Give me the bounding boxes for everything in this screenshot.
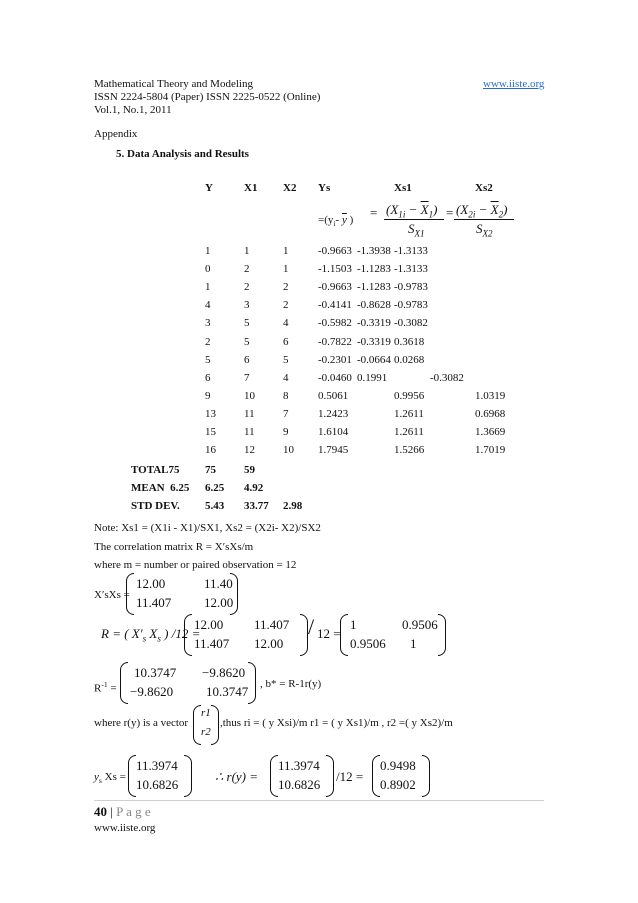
ry-divisor: /12 = [336, 769, 364, 784]
issn-line: ISSN 2224-5804 (Paper) ISSN 2225-0522 (Online) [94, 91, 321, 103]
ys-formula: $=(y_i-$ $\overline{y}$ ) [318, 214, 354, 229]
table-cell: 0 [205, 263, 211, 276]
table-cell: 1.2423 [318, 407, 349, 420]
table-cell: 1 [283, 263, 289, 276]
table-cell: -1.3133 [394, 263, 428, 276]
table-cell: 16 [205, 444, 216, 457]
journal-title: Mathematical Theory and Modeling [94, 78, 253, 90]
note-line: Note: Xs1 = (X1i - X1)/SX1, Xs2 = (X2i- X2)/SX2 [94, 522, 321, 534]
volume-line: Vol.1, No.1, 2011 [94, 104, 172, 116]
website-link[interactable]: www.iiste.org [483, 78, 545, 90]
ysxs-vector: 11.3974 10.6826 [128, 755, 192, 797]
table-cell: 4 [205, 299, 211, 312]
table-cell: 0.1991 [357, 371, 388, 384]
footer-divider [94, 800, 544, 801]
table-cell: -1.1503 [318, 263, 352, 276]
xs1-formula: = $(X_{1i} - \overline{X}_1)$ $S_{X1}$ [370, 202, 438, 239]
table-cell: -1.1283 [357, 281, 391, 294]
table-cell: 4 [283, 317, 289, 330]
summary-std-x1: 33.77 [244, 500, 269, 512]
section-heading: 5. Data Analysis and Results [116, 148, 249, 160]
xs2-formula: = $(X_{2i} - \overline{X}_2)$ $S_{X2}$ [446, 202, 508, 239]
table-cell: 1.0319 [475, 389, 506, 402]
table-cell: 6 [283, 335, 289, 348]
col-header-ys: Ys [318, 182, 331, 194]
table-cell: 3 [205, 317, 211, 330]
summary-std: STD DEV. [131, 500, 180, 512]
where-m-line: where m = number or paired observation = 12 [94, 559, 297, 571]
table-cell: 1.5266 [394, 444, 425, 457]
table-cell: -0.7822 [318, 335, 352, 348]
r-equation-lhs: R = ( $X'_s$ $X_s$ ) /12 = [101, 626, 201, 644]
vector-r: r1 r2 [193, 705, 219, 745]
col-header-xs2: Xs2 [475, 182, 493, 194]
r-matrix-b: 1 0.9506 0.9506 1 [340, 614, 446, 656]
xtx-matrix: 12.00 11.40 11.407 12.00 [126, 573, 238, 615]
summary-total-x1: 59 [244, 464, 255, 476]
summary-std-y: 5.43 [205, 500, 225, 512]
rinv-matrix: 10.3747 −9.8620 −9.8620 10.3747 [120, 662, 256, 704]
table-cell: -0.5982 [318, 317, 352, 330]
page-number: 40 | P a g e [94, 804, 151, 819]
table-cell: -0.3082 [430, 371, 464, 384]
table-cell: -0.2301 [318, 353, 352, 366]
table-cell: -1.3938 [357, 245, 391, 257]
table-cell: 8 [283, 389, 289, 402]
table-cell: 9 [283, 426, 289, 438]
rinv-label: $R^{-1}$ = [94, 680, 117, 695]
r-divisor: 12 = [317, 626, 341, 641]
table-cell: 1.3669 [475, 426, 506, 438]
table-cell: -0.9663 [318, 281, 352, 294]
table-cell: 13 [205, 407, 216, 420]
table-cell: 9 [205, 389, 211, 402]
table-cell: 6 [205, 371, 211, 384]
table-cell: 12 [244, 444, 255, 457]
table-cell: 11 [244, 426, 255, 438]
table-cell: 4 [283, 371, 289, 384]
col-header-xs1: Xs1 [394, 182, 412, 194]
correlation-line: The correlation matrix R = X′sXs/m [94, 541, 254, 553]
table-cell: 1 [205, 245, 211, 257]
r-matrix-a: 12.00 11.407 11.407 12.00 [184, 614, 308, 656]
footer-website: www.iiste.org [94, 822, 156, 834]
table-cell: 1.2611 [394, 407, 424, 420]
table-cell: -0.4141 [318, 299, 352, 312]
ysxs-label: $y_s$ Xs = [94, 771, 126, 786]
table-cell: 1 [205, 281, 211, 294]
table-cell: -1.1283 [357, 263, 391, 276]
table-cell: 1 [244, 245, 250, 257]
table-cell: 6 [244, 353, 250, 366]
summary-total: TOTAL75 [131, 464, 180, 476]
thus-text: ,thus ri = ( y Xsi)/m r1 = ( y Xs1)/m , r2 =( y Xs2)/m [220, 717, 453, 729]
table-cell: 2 [244, 281, 250, 294]
table-cell: 1.7019 [475, 444, 506, 457]
table-cell: 1 [283, 245, 289, 257]
table-cell: 11 [244, 407, 255, 420]
table-cell: -0.8628 [357, 299, 391, 312]
table-cell: 0.5061 [318, 389, 349, 402]
table-cell: -0.3319 [357, 335, 391, 348]
table-cell: -0.0664 [357, 353, 391, 366]
table-cell: -0.9783 [394, 299, 428, 312]
bstar-text: , b* = R-1r(y) [260, 678, 322, 690]
table-cell: 2 [244, 263, 250, 276]
table-cell: 10 [244, 389, 255, 402]
table-cell: 0.9956 [394, 389, 425, 402]
table-cell: 0.3618 [394, 335, 425, 348]
table-cell: 3 [244, 299, 250, 312]
col-header-x1: X1 [244, 182, 258, 194]
col-header-y: Y [205, 182, 213, 194]
summary-mean: MEAN 6.25 [131, 482, 190, 494]
col-header-x2: X2 [283, 182, 297, 194]
table-cell: 5 [244, 335, 250, 348]
table-cell: 15 [205, 426, 216, 438]
table-cell: 1.7945 [318, 444, 349, 457]
table-cell: -1.3133 [394, 245, 428, 257]
summary-total-y: 75 [205, 464, 216, 476]
table-cell: 5 [244, 317, 250, 330]
table-cell: 0.0268 [394, 353, 425, 366]
table-cell: 0.6968 [475, 407, 506, 420]
table-cell: -0.9663 [318, 245, 352, 257]
summary-mean-x1: 4.92 [244, 482, 264, 494]
table-cell: 1.6104 [318, 426, 349, 438]
table-cell: 5 [283, 353, 289, 366]
vector-text: where r(y) is a vector [94, 717, 189, 729]
ry-result: 0.9498 0.8902 [372, 755, 430, 797]
table-cell: -0.3319 [357, 317, 391, 330]
ry-lhs: ∴ r(y) = [215, 769, 259, 784]
appendix-label: Appendix [94, 128, 138, 140]
summary-std-x2: 2.98 [283, 500, 303, 512]
table-cell: 2 [283, 299, 289, 312]
table-cell: -0.9783 [394, 281, 428, 294]
table-cell: 2 [283, 281, 289, 294]
table-cell: 7 [244, 371, 250, 384]
summary-mean-y: 6.25 [205, 482, 225, 494]
ry-vector: 11.3974 10.6826 [270, 755, 334, 797]
table-cell: -0.0460 [318, 371, 352, 384]
table-cell: 5 [205, 353, 211, 366]
xtx-label: X′sXs = [94, 589, 130, 601]
table-cell: 1.2611 [394, 426, 424, 438]
table-cell: -0.3082 [394, 317, 428, 330]
table-cell: 2 [205, 335, 211, 348]
table-cell: 10 [283, 444, 294, 457]
table-cell: 7 [283, 407, 289, 420]
